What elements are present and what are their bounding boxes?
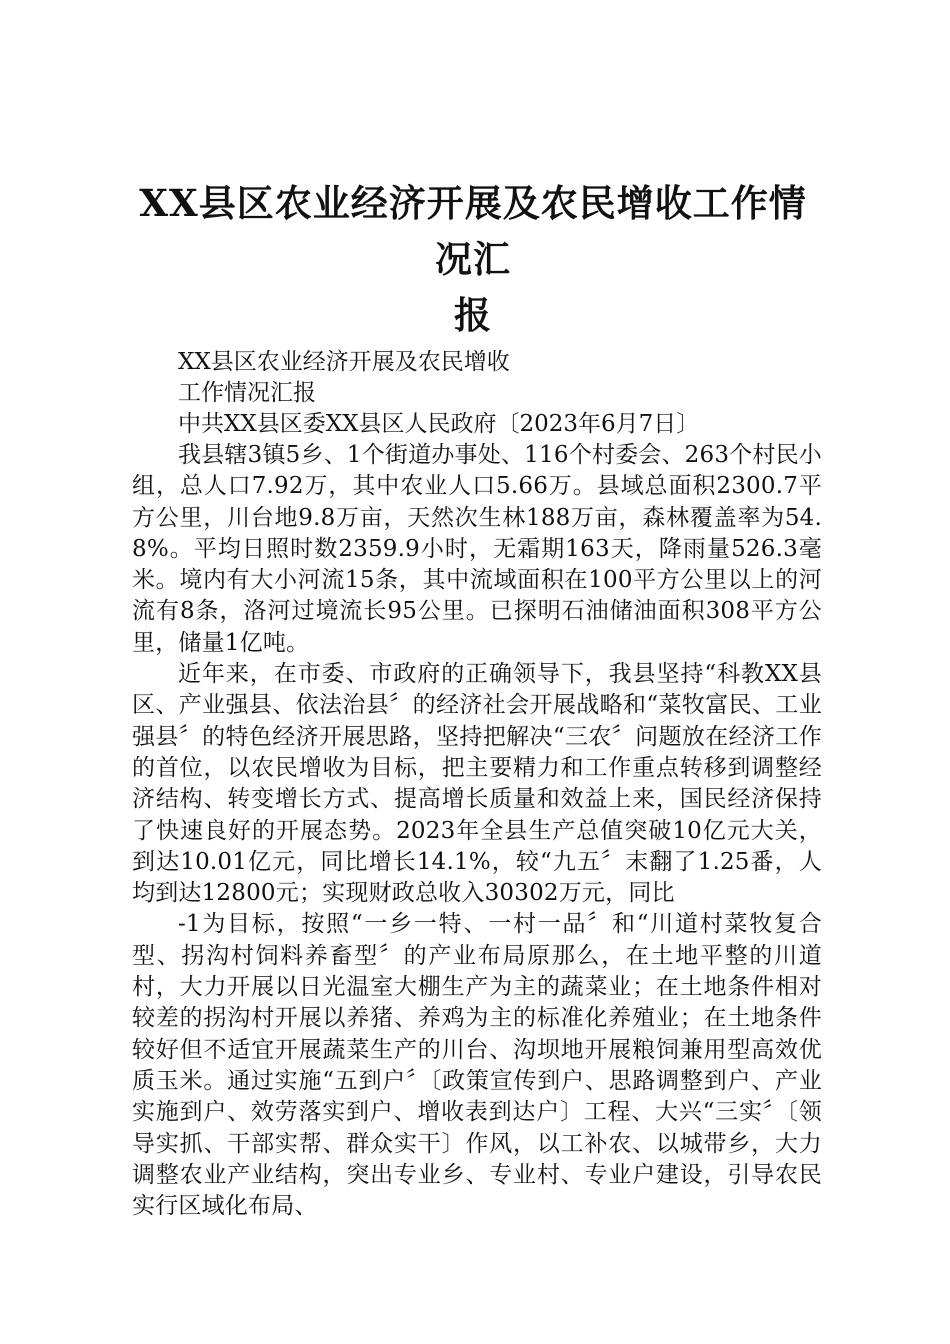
document-title-line-2: 报 — [454, 293, 492, 337]
subtitle-line-1: XX县区农业经济开展及农民增收 — [178, 349, 510, 375]
document-title — [128, 175, 818, 343]
document-title-line-1: XX县区农业经济开展及农民增收工作情况汇 — [139, 181, 807, 281]
paragraph-recent-development: 近年来，在市委、市政府的正确领导下，我县坚持“科教XX县区、产业强县、依法治县〞的经济社会开展战略和“菜牧富民、工业强县〞的特色经济开展思路，坚持把解决“三农〞问题放在经济工作的首位，以农民增收为目标，把主要精力和工作重点转移到调整经济结构、转变增长方式、提高增长质量和效益上来，国民经济保持了快速良好的开展态势。2023年全县生产总值突破10亿元大关，到达10.01亿元，同比增长14.1%，较“九五〞末翻了1.25番，人均到达12800元；实现财政总收入30302万元，同比 — [132, 661, 822, 907]
paragraph-industry-layout: -1为目标，按照“一乡一特、一村一品〞和“川道村菜牧复合型、拐沟村饲料养畜型〞的产业布局原那么，在土地平整的川道村，大力开展以日光温室大棚生产为主的蔬菜业；在土地条件相对较差的拐沟村开展以养猪、养鸡为主的标准化养殖业；在土地条件较好但不适宜开展蔬菜生产的川台、沟坝地开展粮饲兼用型高效优质玉米。通过实施“五到户〞〔政策宣传到户、思路调整到户、产业实施到户、效劳落实到户、增收表到达户〕工程、大兴“三实〞〔领导实抓、干部实帮、群众实干〕作风，以工补农、以城带乡，大力调整农业产业结构，突出专业乡、专业村、专业户建设，引导农民实行区域化布局、 — [132, 911, 822, 1220]
paragraph-county-overview: 我县辖3镇5乡、1个街道办事处、116个村委会、263个村民小组，总人口7.92万，其中农业人口5.66万。县域总面积2300.7平方公里，川台地9.8万亩，天然次生林188万亩，森林覆盖率为54.8%。平均日照时数2359.9小时，无霜期163天，降雨量526.3毫米。境内有大小河流15条，其中流域面积在100平方公里以上的河流有8条，洛河过境流长95公里。已探明石油储油面积308平方公里，储量1亿吨。 — [132, 442, 822, 656]
subtitle-line-2: 工作情况汇报 — [178, 380, 316, 406]
document-page — [132, 175, 822, 1222]
issuer-date: 中共XX县区委XX县区人民政府〔2023年6月7日〕 — [178, 411, 700, 437]
